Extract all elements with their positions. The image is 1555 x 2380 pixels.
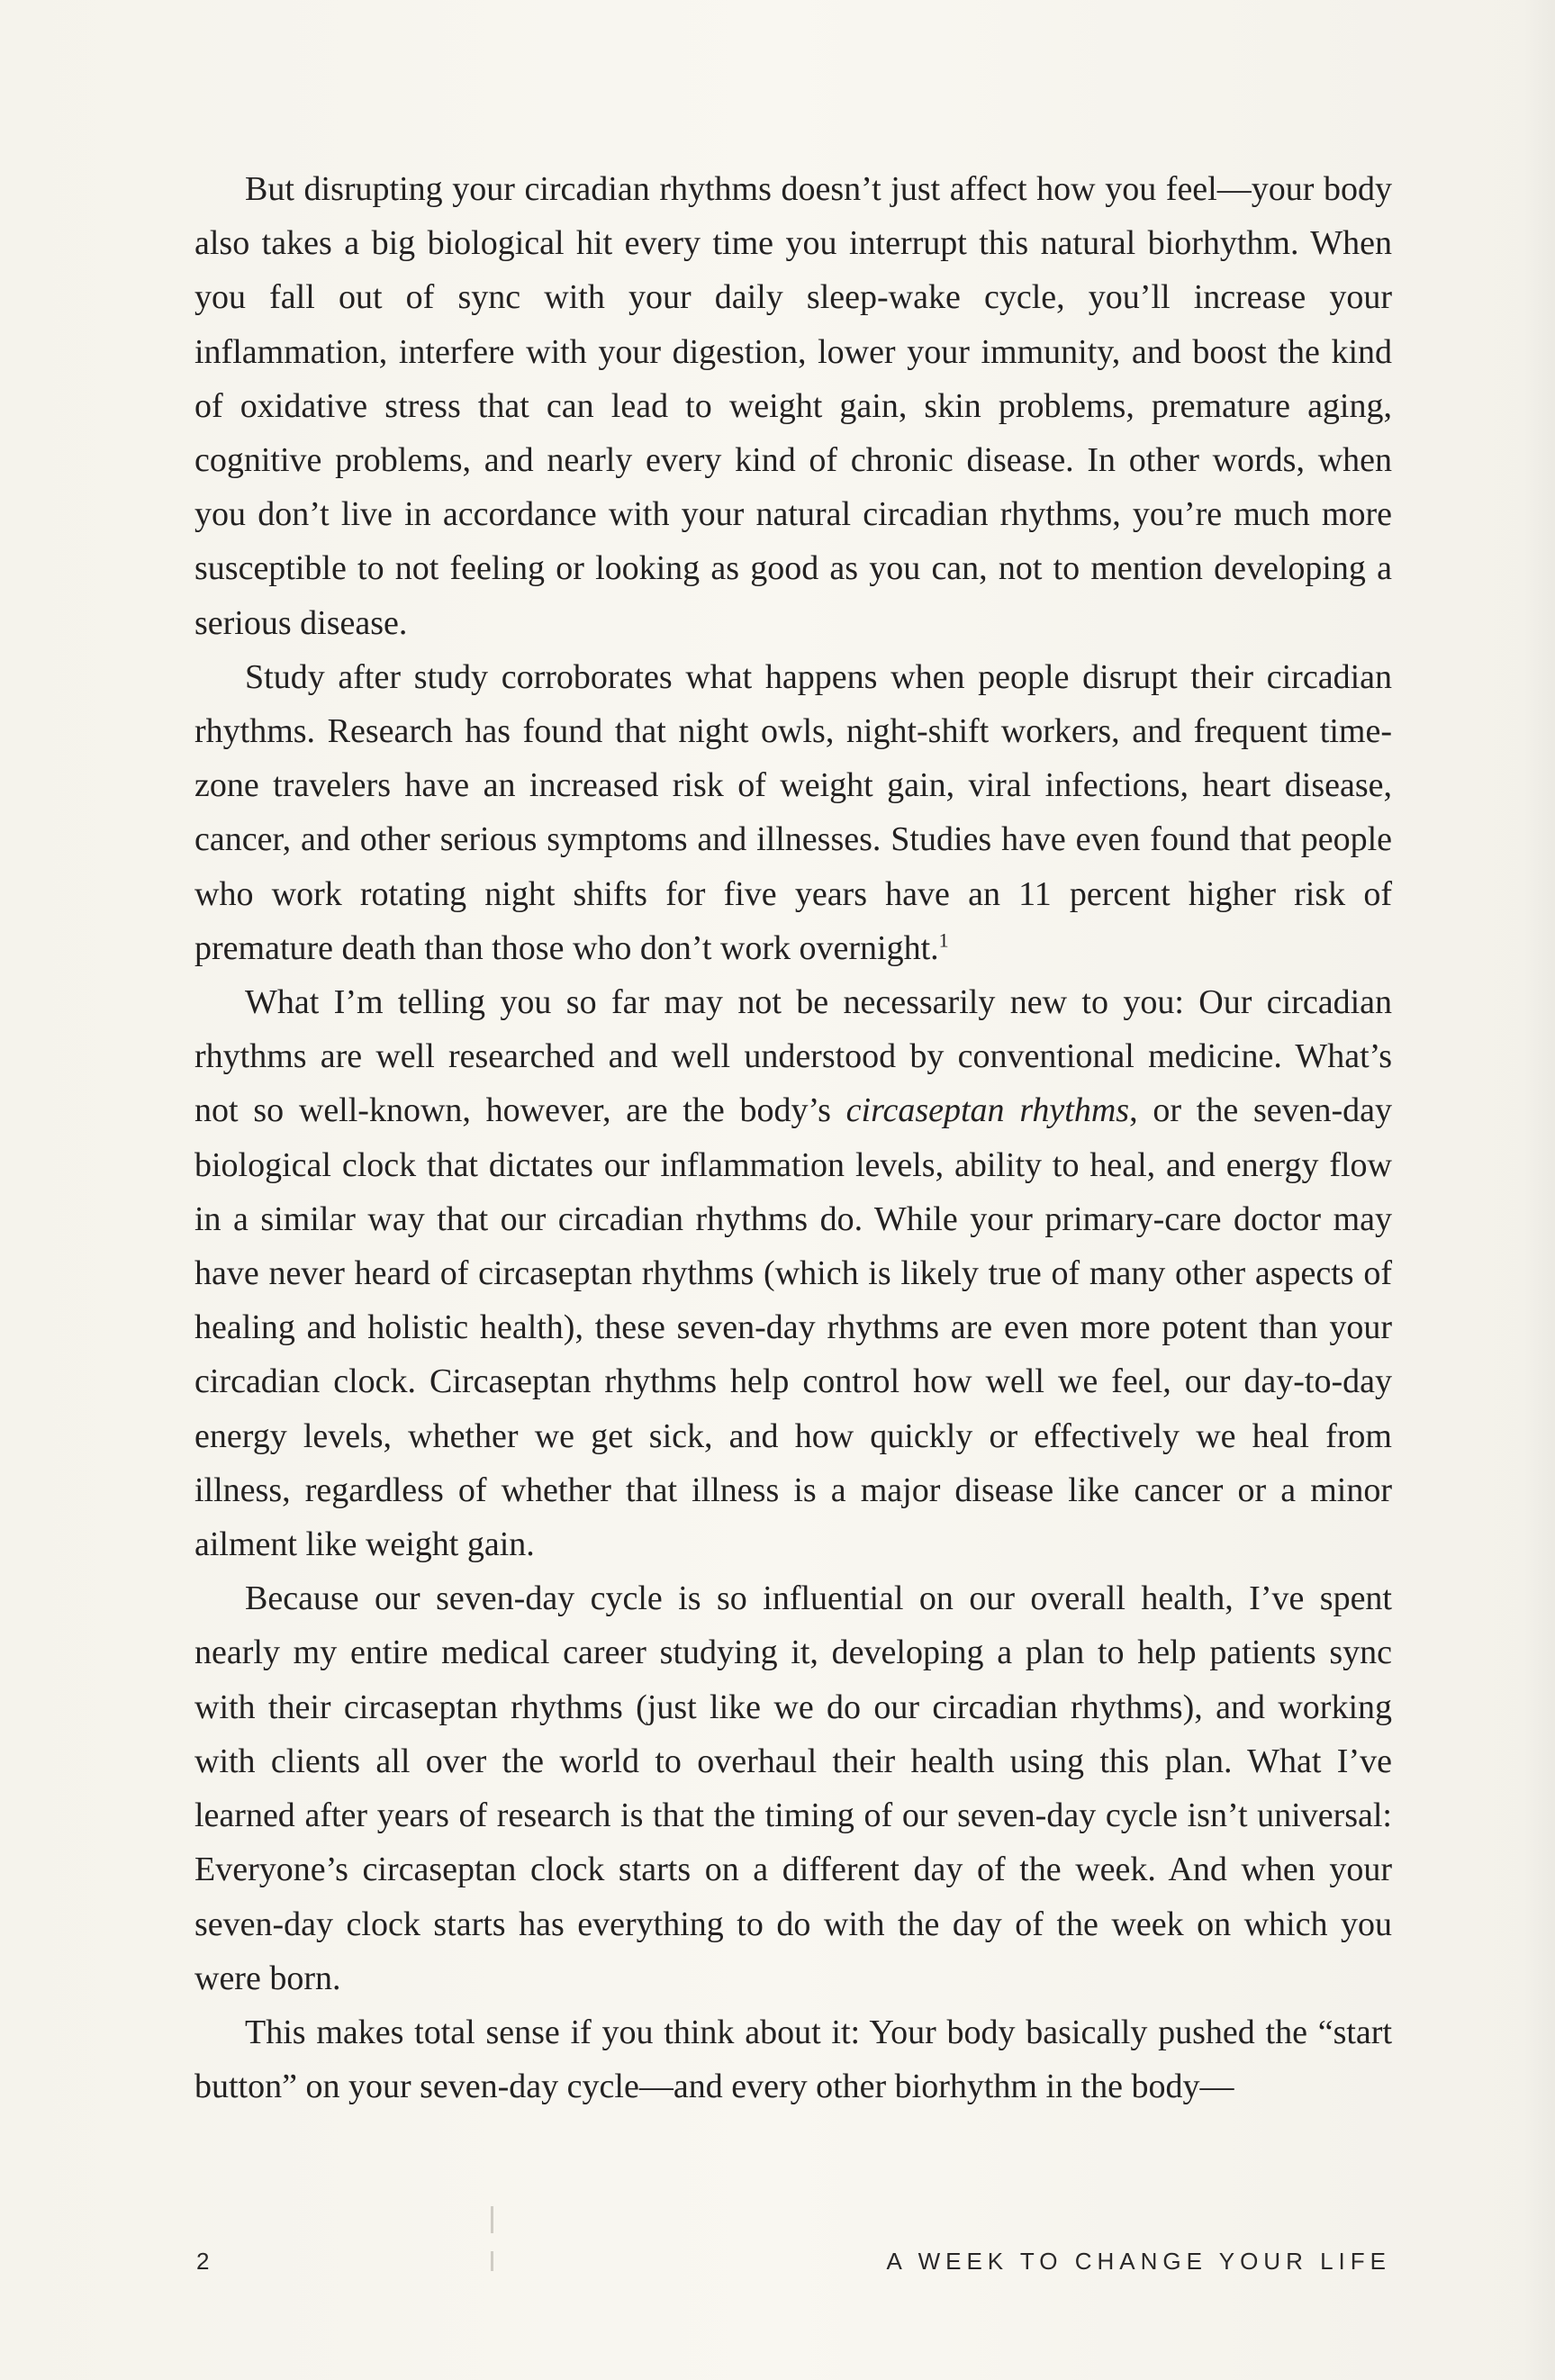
paragraph: [194, 650, 1392, 975]
paragraph: [194, 2005, 1392, 2113]
scan-mark: [491, 2251, 493, 2271]
text-run: This makes total sense if you think about it: Your body basically pushed the “start button” on your seven-day cycle—and every other biorhythm in the body—: [194, 2013, 1392, 2106]
page-edge-shadow: [1523, 0, 1555, 2380]
text-run: , or the seven-day biological clock that dictates our inflammation levels, ability to heal, and energy flow in a similar way that our circadian rhythms do. While your primary-care doctor may have never heard of circaseptan rhythms (which is likely true of many other aspects of healing and holistic health), these seven-day rhythms are even more potent than your circadian clock. Circaseptan rhythms help control how well we feel, our day-to-day energy levels, whether we get sick, and how quickly or effectively we heal from illness, regardless of whether that illness is a major disease like cancer or a minor ailment like weight gain.: [194, 1091, 1392, 1564]
footnote-marker: 1: [938, 928, 949, 952]
text-run: Because our seven-day cycle is so influential on our overall health, I’ve spent nearly my entire medical career studying it, developing a plan to help patients sync with their circaseptan rhythms (just like we do our circadian rhythms), and working with clients all over the world to overhaul their health using this plan. What I’ve learned after years of research is that the timing of our seven-day cycle isn’t universal: Everyone’s circaseptan clock starts on a different day of the week. And when your seven-day clock starts has everything to do with the day of the week on which you were born.: [194, 1579, 1392, 1997]
paragraph: [194, 1571, 1392, 2005]
italic-term: circaseptan rhythms: [845, 1091, 1130, 1130]
text-run: But disrupting your circadian rhythms doesn’t just affect how you feel—your body also takes a big biological hit every time you interrupt this natural biorhythm. When you fall out of sync with your daily sleep-wake cycle, you’ll increase your inflammation, interfere with your digestion, lower your immunity, and boost the kind of oxidative stress that can lead to weight gain, skin problems, premature aging, cognitive problems, and nearly every kind of chronic disease. In other words, when you don’t live in accordance with your natural circadian rhythms, you’re much more susceptible to not feeling or looking as good as you can, not to mention developing a serious disease.: [194, 170, 1392, 642]
scan-mark: [491, 2206, 493, 2233]
running-title: A WEEK TO CHANGE YOUR LIFE: [886, 2248, 1391, 2275]
paragraph: [194, 975, 1392, 1571]
body-text: [194, 162, 1392, 2113]
text-run: What I’m telling you so far may not be necessarily new to you: Our circadian rhythms are well researched and well understood by conventional medicine. What’s not so well-known, however, are the body’s: [194, 983, 1392, 1130]
page-number: 2: [196, 2248, 210, 2275]
text-run: Study after study corroborates what happens when people disrupt their circadian rhythms. Research has found that night owls, night-shift workers, and frequent time-zone travelers have an increased risk of weight gain, viral infections, heart disease, cancer, and other serious symptoms and illnesses. Studies have even found that people who work rotating night shifts for five years have an 11 percent higher risk of premature death than those who don’t work overnight.: [194, 657, 1392, 967]
paragraph: [194, 162, 1392, 650]
